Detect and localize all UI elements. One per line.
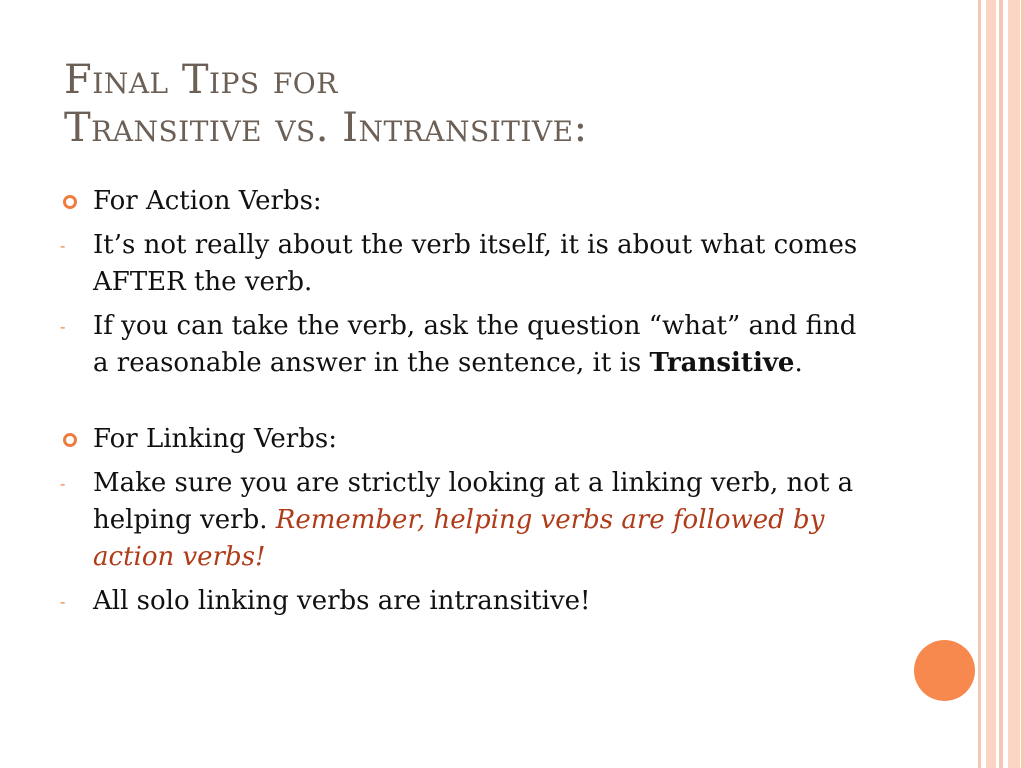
decorative-stripe <box>986 0 996 768</box>
slide-body <box>58 183 878 620</box>
dash-bullet-icon: - <box>60 474 66 493</box>
slide-title <box>64 56 924 152</box>
list-item-text: Make sure you are strictly looking at a linking verb, not a helping verb. <box>93 468 854 535</box>
decorative-stripe <box>1008 0 1020 768</box>
dash-bullet-icon: - <box>60 317 66 336</box>
section-heading-text: For Action Verbs: <box>93 186 322 216</box>
list-item-text: It’s not really about the verb itself, it is about what comes AFTER the verb. <box>93 230 858 297</box>
list-item <box>58 227 878 301</box>
dash-bullet-icon: - <box>60 236 66 255</box>
list-item <box>58 583 878 620</box>
list-item-text: If you can take the verb, ask the question “what” and find a reasonable answer in the sentence, it is <box>93 311 857 378</box>
section-heading-linking-verbs <box>58 421 878 458</box>
decorative-circle <box>914 640 975 701</box>
list-item <box>58 465 878 576</box>
circle-bullet-icon <box>63 195 77 209</box>
dash-bullet-icon: - <box>60 592 66 611</box>
circle-bullet-icon <box>63 433 77 447</box>
title-line-1: Final Tips for <box>64 57 338 103</box>
list-item-text: All solo linking verbs are intransitive! <box>93 586 591 616</box>
decorative-stripe <box>978 0 981 768</box>
list-item-tail: . <box>794 348 803 378</box>
list-item <box>58 308 878 382</box>
bold-term: Transitive <box>649 348 795 378</box>
emphasis-text: Remember, helping verbs are followed by action verbs! <box>93 505 825 572</box>
decorative-stripe <box>999 0 1003 768</box>
title-line-2: Transitive vs. Intransitive: <box>64 105 588 151</box>
section-heading-action-verbs <box>58 183 878 220</box>
section-heading-text: For Linking Verbs: <box>93 424 337 454</box>
